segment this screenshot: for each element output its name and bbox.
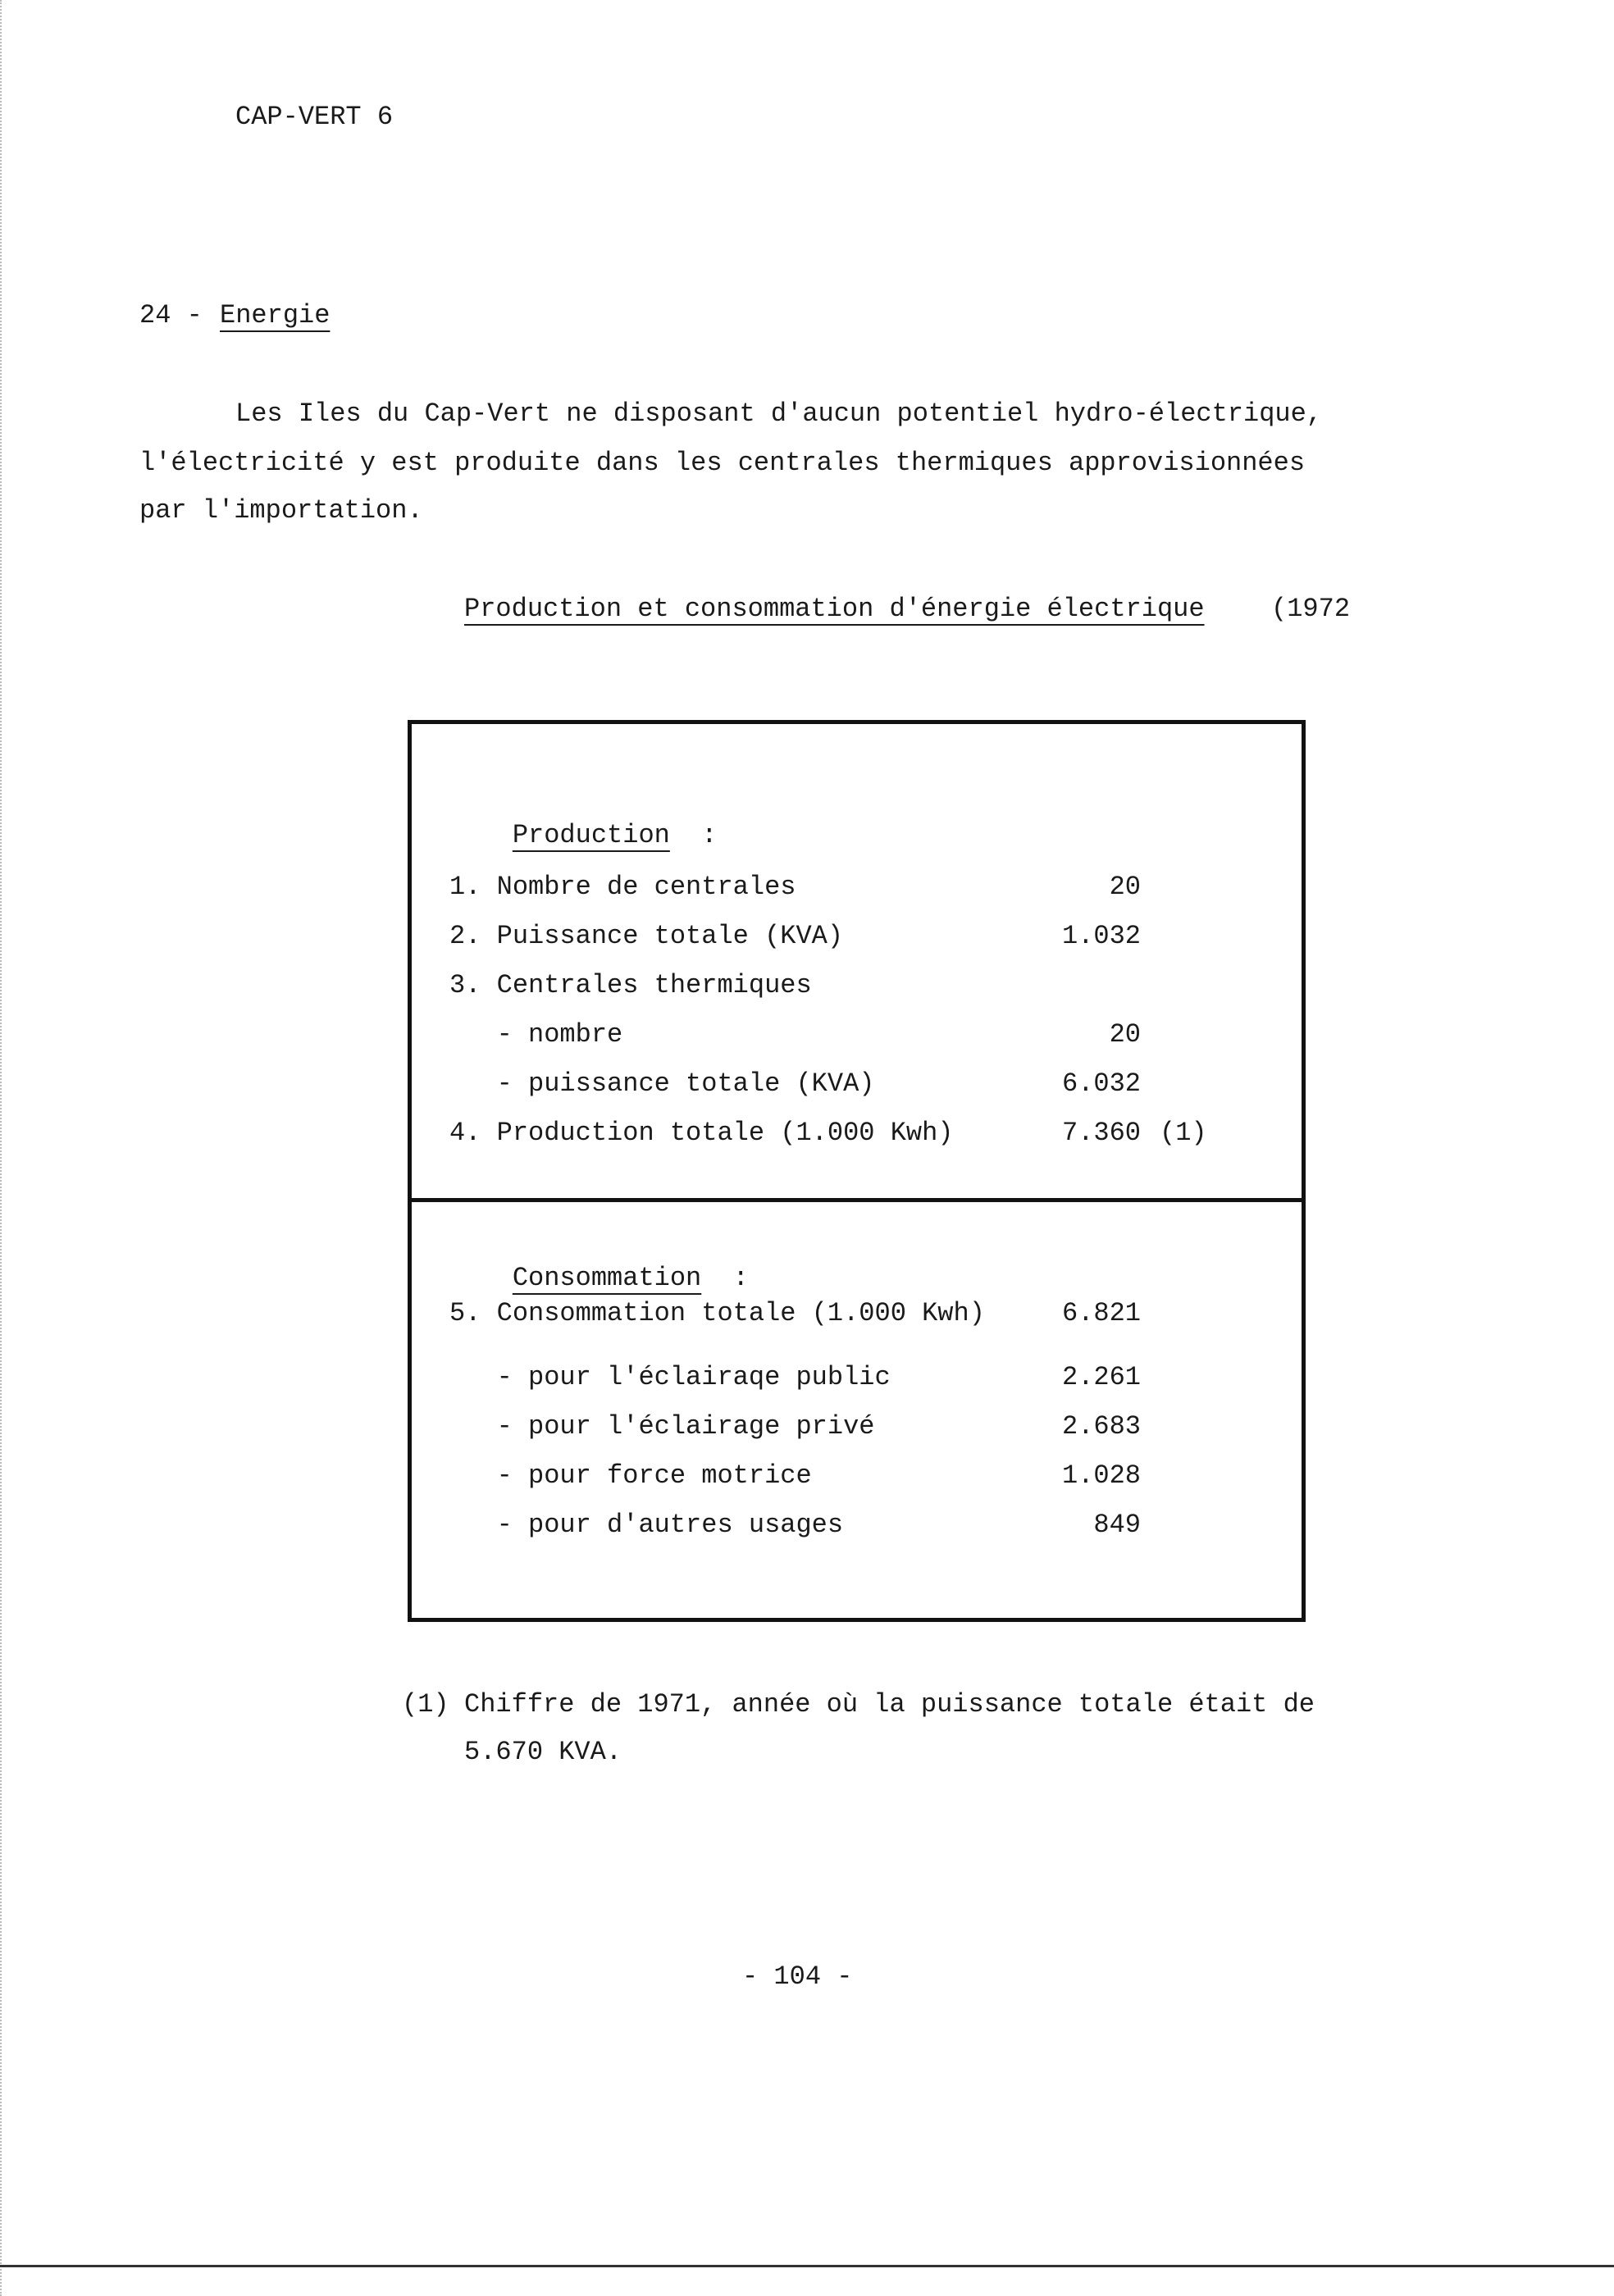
production-row-6-note: (1)	[1160, 1118, 1207, 1148]
production-row-4-value: 20	[1109, 1019, 1141, 1050]
production-row-6-value: 7.360	[1061, 1118, 1141, 1148]
production-row-4-label: - nombre	[449, 1019, 623, 1050]
production-row-1-label: 1. Nombre de centrales	[449, 872, 796, 902]
consommation-row-1-label: 5. Consommation totale (1.000 Kwh)	[449, 1298, 985, 1328]
consommation-row-3-value: 2.683	[1061, 1411, 1141, 1442]
consommation-row-2-value: 2.261	[1061, 1362, 1141, 1392]
bottom-rule	[0, 2265, 1614, 2267]
intro-line-2: l'électricité y est produite dans les centrales thermiques approvisionnées	[139, 448, 1306, 478]
production-row-5-value: 6.032	[1061, 1068, 1141, 1099]
production-row-6-label: 4. Production totale (1.000 Kwh)	[449, 1118, 954, 1148]
footnote-marker: (1)	[402, 1689, 449, 1720]
production-row-2-label: 2. Puissance totale (KVA)	[449, 921, 844, 951]
consommation-heading: Consommation	[512, 1263, 702, 1293]
energy-table	[408, 720, 1306, 1622]
footnote-line-2: 5.670 KVA.	[464, 1737, 622, 1767]
production-row-5-label: - puissance totale (KVA)	[449, 1068, 875, 1099]
page-header-code: CAP-VERT 6	[235, 102, 394, 132]
footnote-line-1: Chiffre de 1971, année où la puissance totale était de	[464, 1689, 1315, 1720]
production-row-3-label: 3. Centrales thermiques	[449, 970, 812, 1000]
table-title-year: (1972	[1271, 594, 1351, 624]
consommation-row-3-label: - pour l'éclairage privé	[449, 1411, 875, 1442]
table-title: Production et consommation d'énergie électrique	[464, 594, 1205, 624]
production-row-2-value: 1.032	[1061, 921, 1141, 951]
intro-line-3: par l'importation.	[139, 495, 423, 526]
production-heading: Production	[512, 820, 670, 850]
intro-line-1: Les Iles du Cap-Vert ne disposant d'aucun potentiel hydro-électrique,	[235, 399, 1323, 429]
section-number: 24 -	[139, 300, 203, 330]
consommation-row-1-value: 6.821	[1061, 1298, 1141, 1328]
section-title: Energie	[220, 300, 331, 330]
consommation-row-5-value: 849	[1093, 1510, 1141, 1540]
consommation-row-4-label: - pour force motrice	[449, 1460, 812, 1491]
consommation-row-2-label: - pour l'éclairaqe public	[449, 1362, 891, 1392]
table-divider	[412, 1198, 1302, 1202]
page-number: - 104 -	[742, 1961, 853, 1992]
production-heading-row	[449, 790, 717, 881]
consommation-row-4-value: 1.028	[1061, 1460, 1141, 1491]
consommation-row-5-label: - pour d'autres usages	[449, 1510, 844, 1540]
scan-left-edge	[0, 0, 2, 2296]
production-row-1-value: 20	[1109, 872, 1141, 902]
production-heading-colon: :	[701, 820, 718, 850]
consommation-heading-colon: :	[732, 1263, 749, 1293]
